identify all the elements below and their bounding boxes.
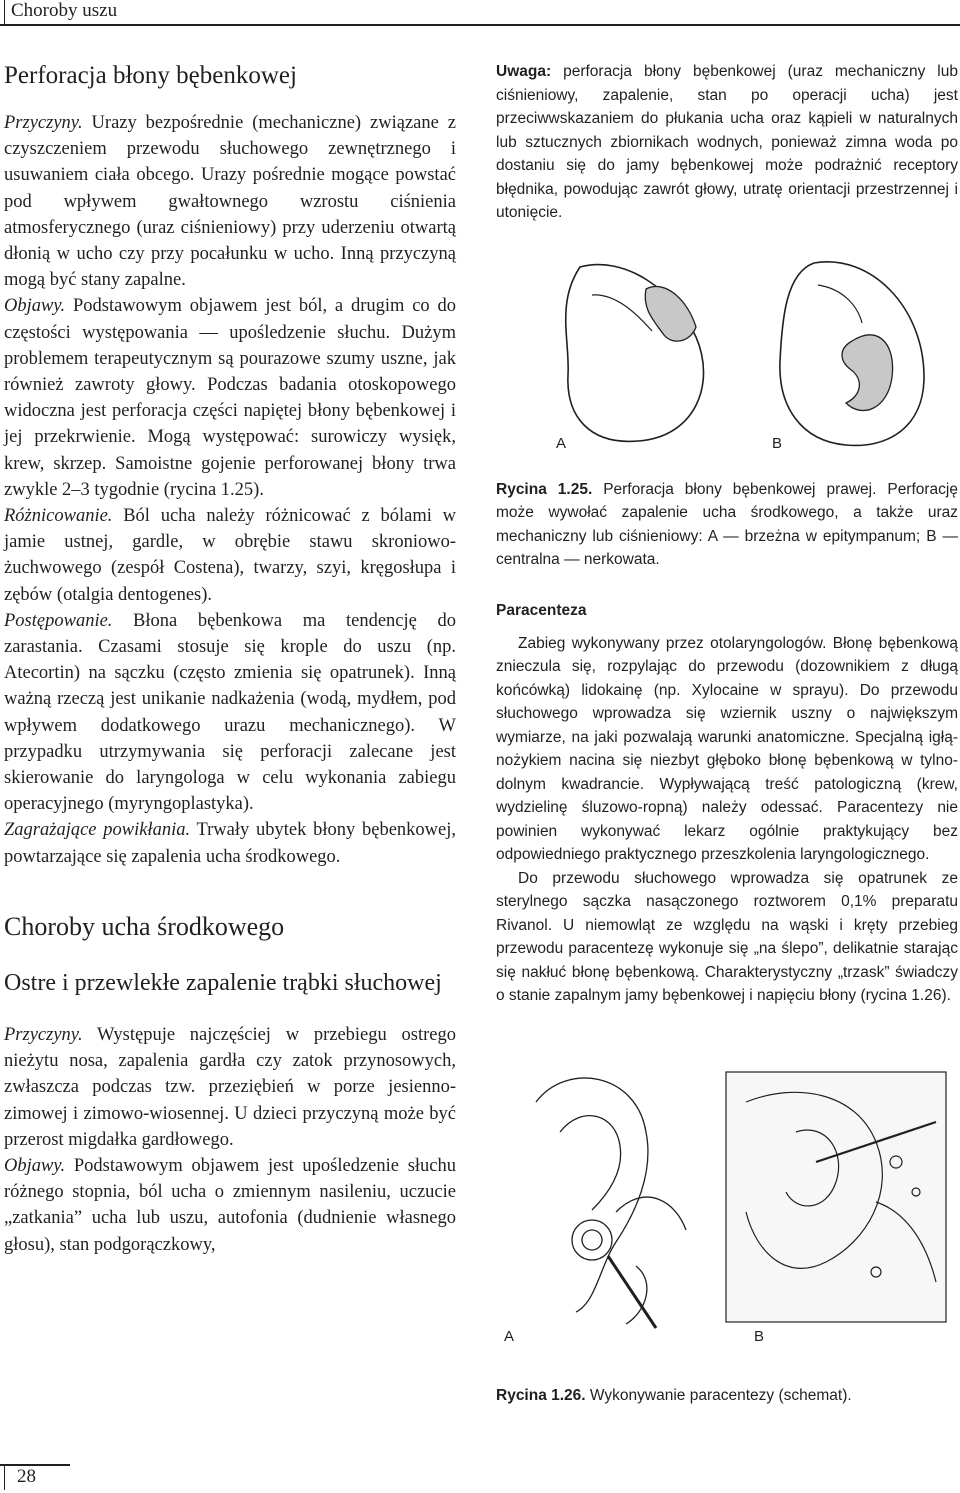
paragraph-differential <box>4 503 456 608</box>
paragraph-symptoms-2 <box>4 1153 456 1258</box>
paragraph-management <box>4 608 456 818</box>
section-title: Perforacja błony bębenkowej <box>4 62 297 89</box>
subsection-title: Ostre i przewlekłe zapalenie trąbki słuchowej <box>4 969 442 996</box>
text-causes: Urazy bezpośrednie (mechaniczne) związane z czyszczeniem przewodu słuchowego zewnętrznego i usuwaniem ciała obcego. Urazy pośrednie mogące powstać pod wpływem gwałtownego wzrostu ciśnienia atmosferycznego (uraz ciśnieniowy) przy uderzeniu otwartą dłonią w ucho czy przy pocałunku w ucho. Inną przyczyną mogą być stany zapalne. <box>4 113 456 291</box>
lead-differential: Różnicowanie. <box>4 506 113 527</box>
lead-management: Postępowanie. <box>4 610 113 631</box>
figure-eardrum-perforation <box>496 249 958 464</box>
chapter-title: Choroby ucha środkowego <box>4 911 285 941</box>
paragraph-complications <box>4 817 456 869</box>
caption2-label: Rycina 1.26. <box>496 1386 586 1404</box>
lead-symptoms: Objawy. <box>4 296 66 317</box>
running-title: Choroby uszu <box>4 0 117 24</box>
middle-ear-section-b <box>726 1072 946 1322</box>
text-management: Błona bębenkowa ma tendencję do zarastania. Czasami stosuje się krople do uszu (np. Atecortin) na sączku (często zmienia się opatrunek). Inną ważną rzeczą jest unikanie nadkażenia (wodą, mydłem, pod wpływem dodatkowego urazu mechanicznego). W przypadku utrzymywania się perforacji zalecane jest skierowanie do laryngologa w celu wykonania zabiegu operacyjnego (myryngoplastyka). <box>4 610 456 815</box>
figure2-label-a: A <box>504 1327 515 1345</box>
lead-causes-2: Przyczyny. <box>4 1024 83 1045</box>
paragraph-causes-2 <box>4 1022 456 1153</box>
note-label: Uwaga: <box>496 63 552 80</box>
warning-note <box>496 60 958 225</box>
lead-causes: Przyczyny. <box>4 113 83 133</box>
text-symptoms: Podstawowym objawem jest ból, a drugim co do częstości występowania — upośledzenie słuchu. Dużym problemem terapeutycznym są pourazowe szumy uszne, jak również zawroty głowy. Podczas badania otoskopowego widoczna jest perforacja części napiętej błony bębenkowej i jej przekrwienie. Mogą występować: surowiczy wysięk, krew, skrzep. Samoistne gojenie perforowanej błony trwa zwykle 2–3 tygodnie (rycina 1.25). <box>4 296 456 500</box>
header-rule <box>0 24 960 26</box>
figure-paracentesis <box>496 1062 958 1362</box>
figure2-label-b: B <box>754 1327 765 1345</box>
caption2-text: Wykonywanie paracentezy (schemat). <box>585 1386 852 1404</box>
figure1-caption <box>496 478 958 572</box>
perforation-marginal-a <box>645 286 696 341</box>
lead-symptoms-2: Objawy. <box>4 1155 66 1176</box>
text-differential: Ból ucha należy różnicować z bólami w jamie ustnej, gardle, w obrębie stawu skroniowo-żuchwowego (zespół Costena), twarzy, szyi, kręgosłupa i zębów (otalgia dentogenes). <box>4 506 456 605</box>
text-causes-2: Występuje najczęściej w przebiegu ostrego nieżytu nosa, zapalenia gardła czy zatok przynosowych, zwłaszcza podczas tzw. przeziębień w porze jesienno-zimowej i zimowo-wiosennej. U dzieci przyczyną może być przerost migdałka gardłowego. <box>4 1024 456 1150</box>
eardrum-a <box>566 264 704 441</box>
left-column <box>4 60 456 1258</box>
paragraph-symptoms <box>4 293 456 503</box>
text-symptoms-2: Podstawowym objawem jest upośledzenie słuchu różnego stopnia, ból ucha o zmiennym nasileniu, uczucie „zatkania” ucha lub uszu, autofonia (dudnienie własnego głosu), stan podgorączkowy, <box>4 1155 456 1255</box>
paracentesis-paragraph-1: Zabieg wykonywany przez otolaryngologów. Błonę bębenkową znieczula się, rozpylając do przewodu (dozownikiem z długą końcówką) lidokainę (np. Xylocaine w sprayu). Do przewodu słuchowego wprowadza się wziernik uszny o największym wymiarze, na jaki pozwalają warunki anatomiczne. Specjalną igłą-nożykiem nacina się niezbyt głęboko błonę bębenkową w tylno-dolnym kwadrancie. Wypływającą treść patologiczną (krew, wydzielinę śluzowo-ropną) należy odessać. Paracentezy nie powinien wykonywać lekarz ogólnie praktykujący bez odpowiedniego praktycznego przeszkolenia laryngologicznego. <box>496 634 958 863</box>
paracentesis-diagram <box>496 1062 958 1352</box>
ear-outer-view-a <box>536 1078 686 1328</box>
page-number: 28 <box>4 1464 36 1490</box>
perforation-central-b <box>842 334 893 410</box>
caption1-text: Perforacja błony bębenkowej prawej. Perforację może wywołać zapalenie ucha środkowego, a także uraz mechaniczny lub ciśnieniowy: A — brzeżna w epitympanum; B — centralna — nerkowata. <box>496 480 958 568</box>
paracentesis-paragraph-2: Do przewodu słuchowego wprowadza się opatrunek ze sterylnego sączka nasączonego roztworem 0,1% preparatu Rivanol. U niemowląt ze względu na wąski i kręty przebieg przewodu paracentezę wykonuje się „na ślepo”, delikatnie starając się nakłuć błonę bębenkową. Charakterystyczny „trzask” świadczy o stanie zapalnym jamy bębenkowej i napięciu błony (rycina 1.26). <box>496 869 958 1004</box>
text-complications: Trwały ubytek błony bębenkowej, powtarzające się zapalenia ucha środkowego. <box>4 820 456 867</box>
paragraph-causes <box>4 110 456 293</box>
subheading-paracentesis: Paracenteza <box>496 601 587 619</box>
note-text: perforacja błony bębenkowej (uraz mechaniczny lub ciśnieniowy, zapalenie, stan po operacji ucha) jest przeciwwskazaniem do płukania ucha oraz kąpieli w naturalnych lub sztucznych zbiornikach wodnych, ponieważ zimna woda po dostaniu się do jamy bębenkowej może podrażnić receptory błędnika, powodując zawrót głowy, utratę orientacji przestrzennej i utonięcie. <box>496 63 958 221</box>
eardrum-diagram <box>496 249 958 464</box>
eardrum-b <box>780 261 924 445</box>
figure2-caption <box>496 1384 958 1408</box>
lead-complications: Zagrażające powikłania. <box>4 820 191 841</box>
figure1-label-a: A <box>556 434 567 452</box>
figure1-label-b: B <box>772 434 783 452</box>
caption1-label: Rycina 1.25. <box>496 480 593 498</box>
right-column <box>496 60 958 1407</box>
